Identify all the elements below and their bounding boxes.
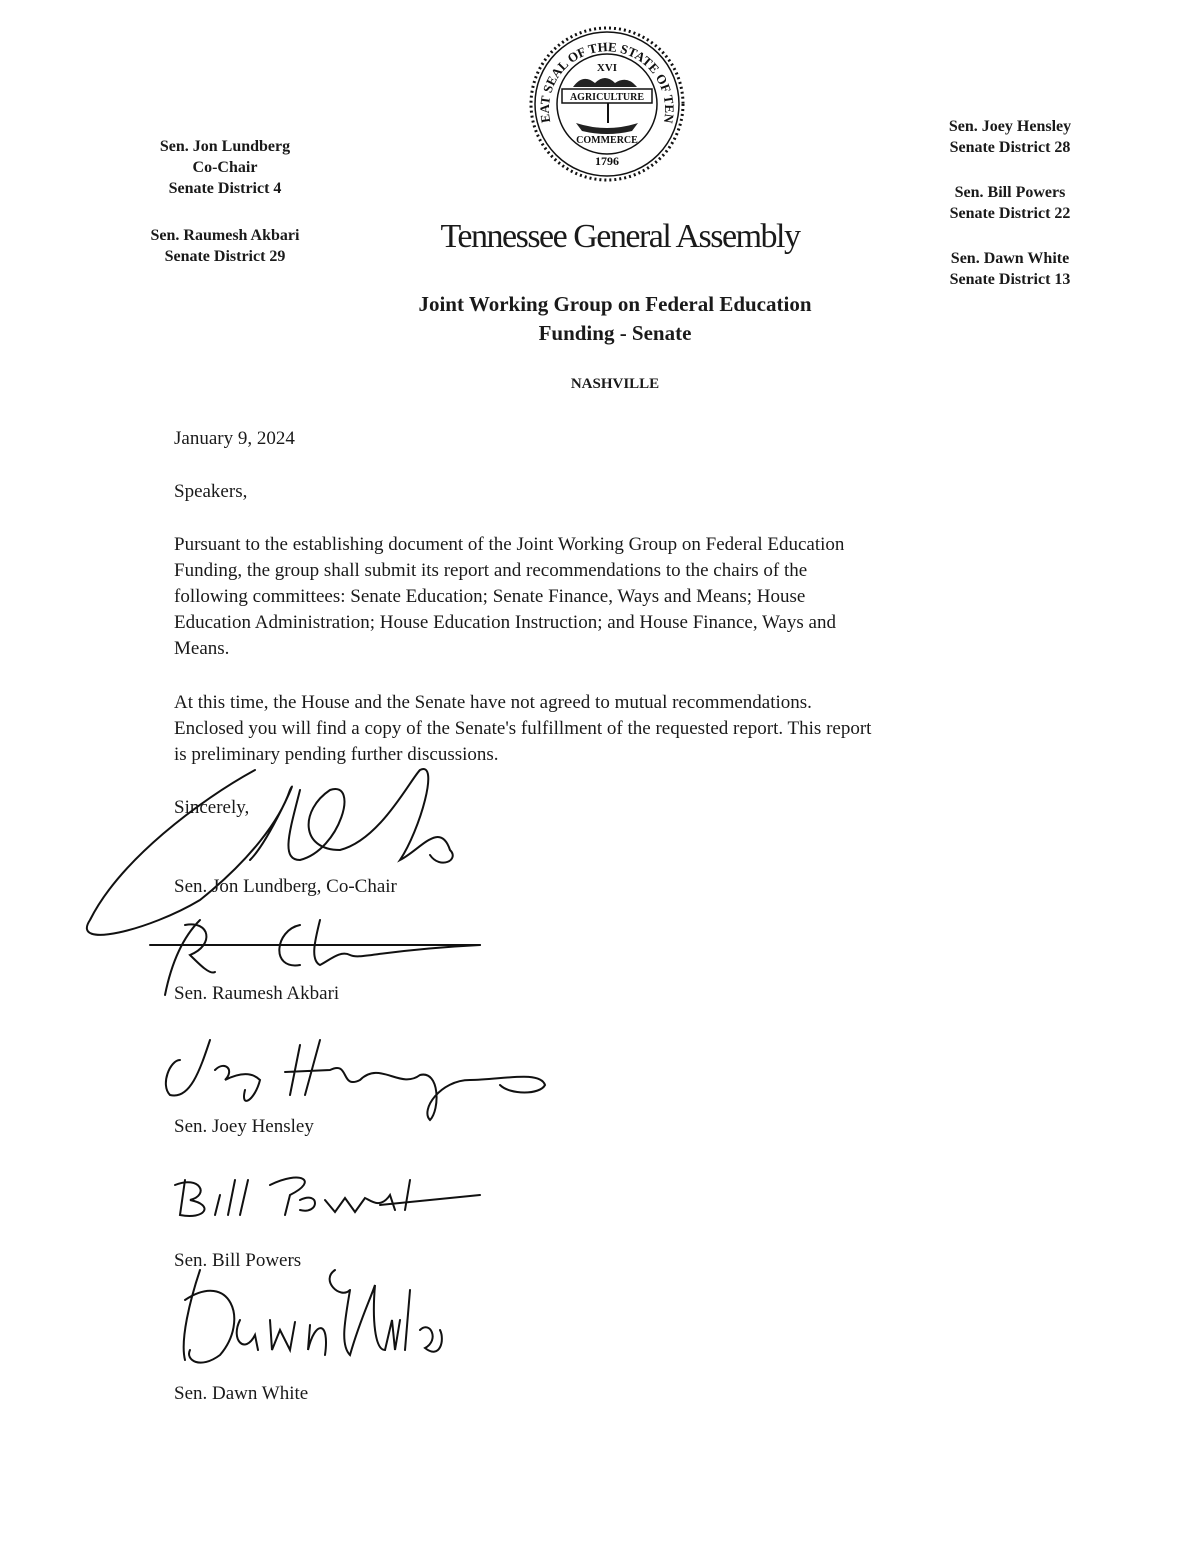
member-district: Senate District 22: [949, 205, 1071, 222]
city: NASHVILLE: [570, 376, 660, 392]
salutation: Speakers,: [174, 481, 248, 502]
member-role: Co-Chair: [192, 159, 258, 176]
paragraph-line: Funding, the group shall submit its report and recommendations to the chairs of the: [174, 560, 808, 581]
paragraph-line: At this time, the House and the Senate have not agreed to mutual recommendations.: [174, 692, 812, 713]
member-name: Sen. Raumesh Akbari: [150, 227, 300, 244]
page-title: Tennessee General Assembly: [440, 218, 800, 255]
member-name: Sen. Bill Powers: [954, 184, 1066, 201]
signatory-name: Sen. Dawn White: [174, 1383, 309, 1404]
paragraph-line: Pursuant to the establishing document of the Joint Working Group on Federal Education: [174, 534, 845, 555]
signatory-name: Sen. Bill Powers: [174, 1250, 302, 1271]
subtitle-line: Funding - Senate: [538, 321, 692, 345]
signatory-name: Sen. Jon Lundberg, Co-Chair: [174, 876, 397, 897]
seal-band-bottom: COMMERCE: [576, 135, 638, 146]
seal-year: 1796: [595, 154, 619, 168]
seal-text: EAT SEAL OF THE STATE OF TEN: [536, 39, 678, 125]
member-name: Sen. Dawn White: [950, 250, 1070, 267]
member-name: Sen. Joey Hensley: [948, 118, 1072, 135]
member-name: Sen. Jon Lundberg: [159, 138, 291, 155]
seal-numeral: XVI: [596, 62, 618, 74]
paragraph-line: Education Administration; House Education Instruction; and House Finance, Ways and: [174, 612, 836, 633]
paragraph-line: Enclosed you will find a copy of the Senate's fulfillment of the requested report. This report: [174, 718, 872, 739]
paragraph-line: following committees: Senate Education; Senate Finance, Ways and Means; House: [174, 586, 806, 607]
signatory-name: Sen. Raumesh Akbari: [174, 983, 340, 1004]
paragraph-line: Means.: [174, 638, 230, 659]
paragraph-line: is preliminary pending further discussions.: [174, 744, 499, 765]
member-district: Senate District 29: [164, 248, 286, 265]
signatory-name: Sen. Joey Hensley: [174, 1116, 314, 1137]
subtitle-line: Joint Working Group on Federal Education: [418, 292, 812, 316]
member-district: Senate District 13: [949, 271, 1071, 288]
member-district: Senate District 28: [949, 139, 1071, 156]
seal-band-top: AGRICULTURE: [569, 92, 645, 103]
closing: Sincerely,: [174, 797, 250, 818]
member-district: Senate District 4: [168, 180, 282, 197]
letter-date: January 9, 2024: [174, 428, 295, 449]
